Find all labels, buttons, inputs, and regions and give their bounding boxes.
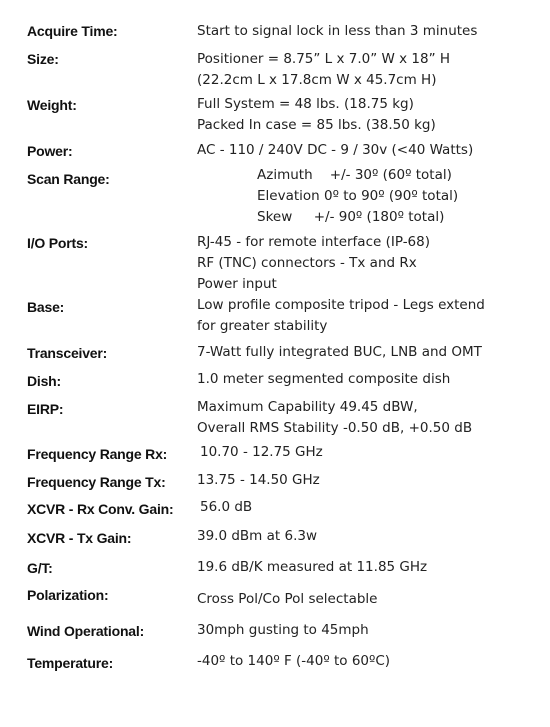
spec-value-dish <box>197 369 450 390</box>
spec-value-line: AC - 110 / 240V DC - 9 / 30v (<40 Watts) <box>197 142 474 158</box>
spec-value-line: 7-Watt fully integrated BUC, LNB and OMT <box>197 344 482 360</box>
spec-value-transceiver <box>197 342 482 363</box>
spec-label-polarization: Polarization: <box>27 587 109 603</box>
spec-label-wind-operational: Wind Operational: <box>27 623 145 639</box>
spec-value-line: Azimuth +/- 30º (60º total) <box>257 167 452 183</box>
spec-value-temperature <box>197 651 390 672</box>
spec-label-xcvr-tx-gain: XCVR - Tx Gain: <box>27 530 132 546</box>
spec-value-line: 10.70 - 12.75 GHz <box>200 444 323 460</box>
spec-value-line: RF (TNC) connectors - Tx and Rx <box>197 255 417 271</box>
spec-value-frequency-range-tx <box>197 470 320 491</box>
spec-value-xcvr-tx-gain <box>197 526 317 547</box>
spec-value-xcvr-rx-conv-gain <box>200 497 252 518</box>
spec-label-frequency-range-tx: Frequency Range Tx: <box>27 474 166 490</box>
spec-label-dish: Dish: <box>27 373 62 389</box>
spec-label-size: Size: <box>27 51 59 67</box>
spec-value-line: 56.0 dB <box>200 499 253 515</box>
spec-label-g-t: G/T: <box>27 560 53 576</box>
spec-value-line: 39.0 dBm at 6.3w <box>197 528 317 544</box>
spec-value-line: Low profile composite tripod - Legs extend <box>197 297 485 313</box>
spec-value-line: Full System = 48 lbs. (18.75 kg) <box>197 96 414 112</box>
spec-value-line: Start to signal lock in less than 3 minutes <box>197 23 478 39</box>
spec-label-power: Power: <box>27 143 73 159</box>
spec-label-transceiver: Transceiver: <box>27 345 108 361</box>
spec-value-power <box>197 140 473 161</box>
spec-label-xcvr-rx-conv-gain: XCVR - Rx Conv. Gain: <box>27 501 174 517</box>
spec-value-line: Packed In case = 85 lbs. (38.50 kg) <box>197 117 436 133</box>
spec-value-size <box>197 49 450 91</box>
spec-value-wind-operational <box>197 620 369 641</box>
spec-value-frequency-range-rx <box>200 442 323 463</box>
spec-label-frequency-range-rx: Frequency Range Rx: <box>27 446 168 462</box>
spec-value-weight <box>197 94 436 136</box>
spec-value-line: for greater stability <box>197 318 328 334</box>
spec-label-weight: Weight: <box>27 97 77 113</box>
spec-value-line: (22.2cm L x 17.8cm W x 45.7cm H) <box>197 72 437 88</box>
spec-value-line: Overall RMS Stability -0.50 dB, +0.50 dB <box>197 420 473 436</box>
spec-value-line: Skew +/- 90º (180º total) <box>257 209 445 225</box>
spec-value-line: 19.6 dB/K measured at 11.85 GHz <box>197 559 428 575</box>
spec-label-io-ports: I/O Ports: <box>27 235 89 251</box>
spec-value-line: Elevation 0º to 90º (90º total) <box>257 188 459 204</box>
spec-value-base <box>197 295 485 337</box>
spec-label-scan-range: Scan Range: <box>27 171 110 187</box>
spec-value-line: Power input <box>197 276 277 292</box>
spec-label-base: Base: <box>27 299 65 315</box>
spec-value-line: 13.75 - 14.50 GHz <box>197 472 320 488</box>
spec-label-temperature: Temperature: <box>27 655 114 671</box>
spec-label-acquire-time: Acquire Time: <box>27 23 118 39</box>
spec-value-line: Positioner = 8.75” L x 7.0” W x 18” H <box>197 51 451 67</box>
spec-value-line: 1.0 meter segmented composite dish <box>197 371 451 387</box>
spec-value-line: 30mph gusting to 45mph <box>197 622 369 638</box>
spec-value-polarization <box>197 589 377 610</box>
spec-value-acquire-time <box>197 21 477 42</box>
spec-value-line: -40º to 140º F (-40º to 60ºC) <box>197 653 391 669</box>
spec-value-line: RJ-45 - for remote interface (IP-68) <box>197 234 431 250</box>
spec-value-eirp <box>197 397 472 439</box>
spec-value-g-t <box>197 557 427 578</box>
spec-value-io-ports <box>197 232 430 295</box>
spec-value-line: Maximum Capability 49.45 dBW, <box>197 399 418 415</box>
spec-value-line: Cross Pol/Co Pol selectable <box>197 591 378 607</box>
spec-value-scan-range <box>197 165 458 228</box>
spec-label-eirp: EIRP: <box>27 401 64 417</box>
